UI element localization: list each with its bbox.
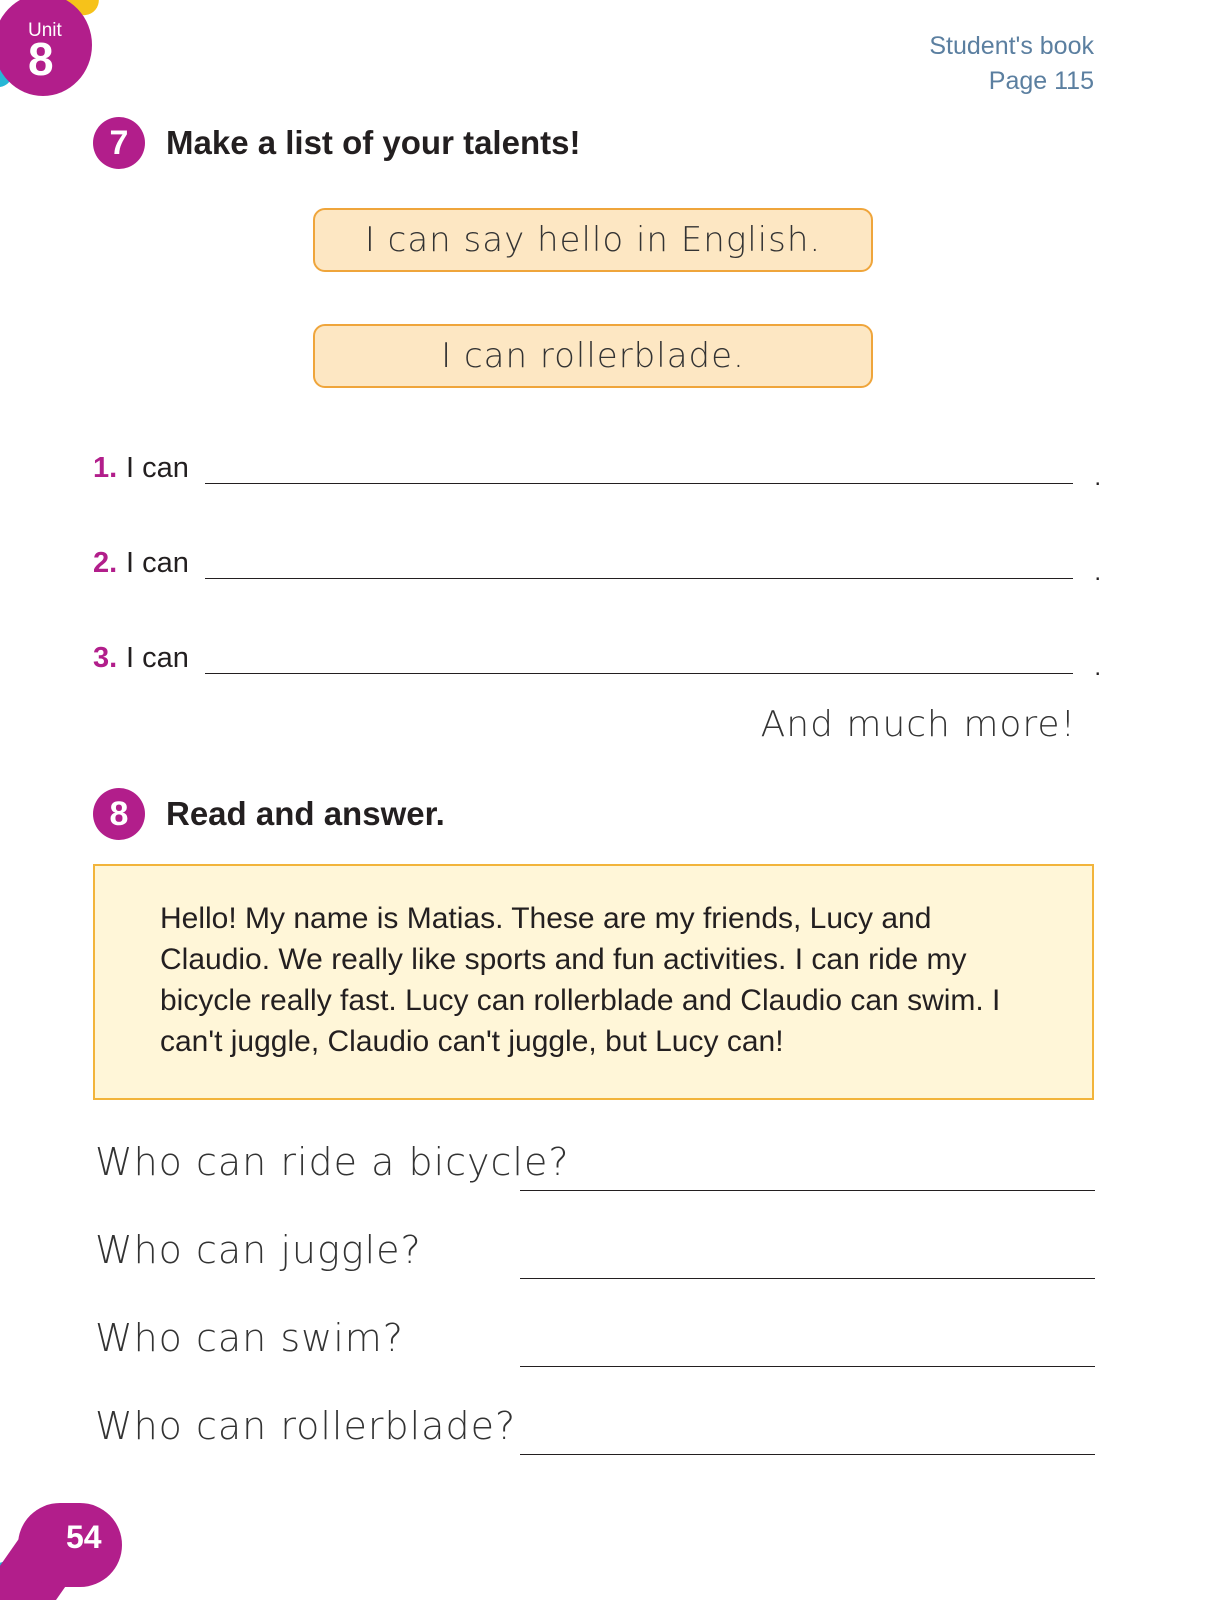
- exercise-8-title: Read and answer.: [166, 795, 445, 832]
- page-number: 54: [66, 1519, 102, 1555]
- talent-line-2[interactable]: [93, 547, 1103, 587]
- question-1: [95, 1140, 1095, 1200]
- answer-line[interactable]: [520, 1366, 1095, 1367]
- and-much-more-text: And much more!: [760, 704, 1076, 745]
- exercise-8-number: 8: [93, 788, 145, 840]
- book-page-reference: Page 115: [988, 67, 1094, 95]
- line-stem: I can: [126, 642, 189, 674]
- line-number: 2.: [93, 547, 118, 579]
- question-2: [95, 1228, 1095, 1288]
- talent-line-1[interactable]: [93, 452, 1103, 492]
- writing-line[interactable]: [205, 578, 1073, 579]
- question-text: Who can rollerblade?: [95, 1404, 517, 1448]
- talent-line-3[interactable]: [93, 642, 1103, 682]
- example-box-1: I can say hello in English.: [313, 208, 873, 272]
- example-box-2: I can rollerblade.: [313, 324, 873, 388]
- line-number: 3.: [93, 642, 118, 674]
- writing-line[interactable]: [205, 673, 1073, 674]
- question-text: Who can ride a bicycle?: [95, 1140, 570, 1184]
- unit-badge: [0, 0, 100, 100]
- answer-line[interactable]: [520, 1454, 1095, 1455]
- exercise-7-number: 7: [93, 117, 145, 169]
- question-text: Who can swim?: [95, 1316, 404, 1360]
- answer-line[interactable]: [520, 1278, 1095, 1279]
- question-3: [95, 1316, 1095, 1376]
- unit-number: 8: [28, 33, 54, 85]
- unit-label: Unit: [28, 20, 62, 41]
- question-4: [95, 1404, 1095, 1464]
- line-number: 1.: [93, 452, 118, 484]
- line-period: .: [1094, 654, 1101, 681]
- line-period: .: [1094, 464, 1101, 491]
- reading-text: Hello! My name is Matias. These are my friends, Lucy and Claudio. We really like sports and fun activities. I can ride my bicycle really fast. Lucy can rollerblade and Claudio can swim. I can't juggle, Claudio can't juggle, but Lucy can!: [160, 902, 1001, 1058]
- reading-box: [93, 864, 1094, 1100]
- exercise-7-title: Make a list of your talents!: [166, 124, 581, 161]
- book-reference: Student's book: [929, 32, 1094, 60]
- writing-line[interactable]: [205, 483, 1073, 484]
- page-number-badge: [0, 1495, 140, 1600]
- answer-line[interactable]: [520, 1190, 1095, 1191]
- question-text: Who can juggle?: [95, 1228, 422, 1272]
- line-stem: I can: [126, 547, 189, 579]
- line-period: .: [1094, 559, 1101, 586]
- line-stem: I can: [126, 452, 189, 484]
